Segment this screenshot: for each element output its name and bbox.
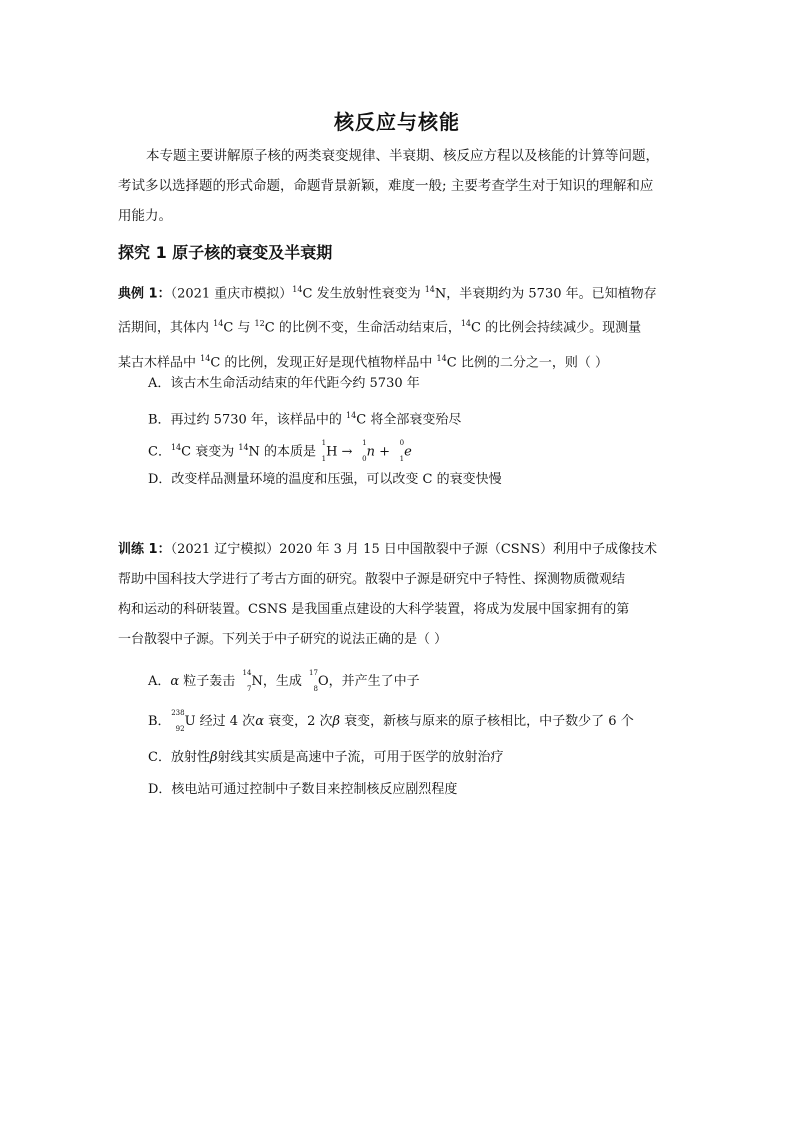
example-1-option-c: C．$^{14}$C 衰变为 $^{14}$N 的本质是 1 1 H → 1 0 n + 0 1 e bbox=[148, 438, 412, 463]
example-1-source: （2021 重庆市模拟） bbox=[170, 286, 293, 302]
example-1-line-2: 活期间，其体内 $^{14}$C 与 $^{12}$C 的比例不变，生命活动结束后，$^{14}$C 的比例会持续减少。现测量 bbox=[118, 319, 642, 336]
nuclide-U: 238 92 bbox=[171, 708, 185, 733]
example-1-options bbox=[148, 368, 502, 496]
section-heading-1: 探究 1 原子核的衰变及半衰期 bbox=[118, 243, 333, 262]
example-1-option-d: D．改变样品测量环境的温度和压强，可以改变 C 的衰变快慢 bbox=[148, 472, 502, 487]
training-1-options bbox=[148, 662, 634, 806]
training-1-option-a: A．α 粒子轰击 14 7 N，生成 17 8 O，并产生了中子 bbox=[148, 668, 420, 693]
document-title: 核反应与核能 bbox=[334, 110, 460, 134]
training-1-option-c: C．放射性β射线其实质是高速中子流，可用于医学的放射治疗 bbox=[148, 750, 504, 765]
intro-line-3: 用能力。 bbox=[118, 208, 172, 224]
training-1-line-1: 训练 1：（2021 辽宁模拟）2020 年 3 月 15 日中国散裂中子源（CSNS）利用中子成像技术 bbox=[118, 542, 657, 557]
training-1-option-d: D．核电站可通过控制中子数目来控制核反应剧烈程度 bbox=[148, 782, 458, 797]
training-1-line-3: 构和运动的科研装置。CSNS 是我国重点建设的大科学装置，将成为发展中国家拥有的第 bbox=[118, 602, 630, 617]
nuclide-n: 1 0 bbox=[362, 438, 367, 463]
intro-line-2: 考试多以选择题的形式命题，命题背景新颖，难度一般; 主要考查学生对于知识的理解和应 bbox=[118, 178, 654, 194]
nuclide-N: 14 7 bbox=[242, 668, 252, 693]
nuclide-e: 0 1 bbox=[399, 438, 405, 463]
intro-line-1: 本专题主要讲解原子核的两类衰变规律、半衰期、核反应方程以及核能的计算等问题， bbox=[146, 148, 659, 164]
training-1-label: 训练 1： bbox=[118, 542, 171, 557]
example-1-option-a: A．该古木生命活动结束的年代距今约 5730 年 bbox=[148, 376, 420, 391]
example-1-label: 典例 1： bbox=[118, 286, 171, 302]
example-1-line-3: 某古木样品中 $^{14}$C 的比例，发现正好是现代植物样品中 $^{14}$C 比例的二分之一，则（ ） bbox=[118, 353, 608, 370]
training-1-option-b: B． 238 92 U 经过 4 次α 衰变，2 次β 衰变，新核与原来的原子核相比，中子数少了 6 个 bbox=[148, 708, 634, 733]
nuclide-h: 1 1 bbox=[321, 438, 327, 463]
training-1-line-2: 帮助中国科技大学进行了考古方面的研究。散裂中子源是研究中子特性、探测物质微观结 bbox=[118, 572, 626, 587]
nuclide-O: 17 8 bbox=[309, 668, 318, 693]
training-1-line-4: 一台散裂中子源。下列关于中子研究的说法正确的是（ ） bbox=[118, 632, 448, 647]
intro-paragraph bbox=[118, 141, 678, 231]
example-1-line-1: 典例 1：（2021 重庆市模拟）$^{14}$C 发生放射性衰变为 $^{14}$N，半衰期约为 5730 年。已知植物存 bbox=[118, 285, 657, 302]
example-1-option-b: B．再过约 5730 年，该样品中的 $^{14}$C 将全部衰变殆尽 bbox=[148, 411, 462, 428]
example-1-stem bbox=[118, 275, 688, 378]
training-1-stem bbox=[118, 535, 688, 655]
